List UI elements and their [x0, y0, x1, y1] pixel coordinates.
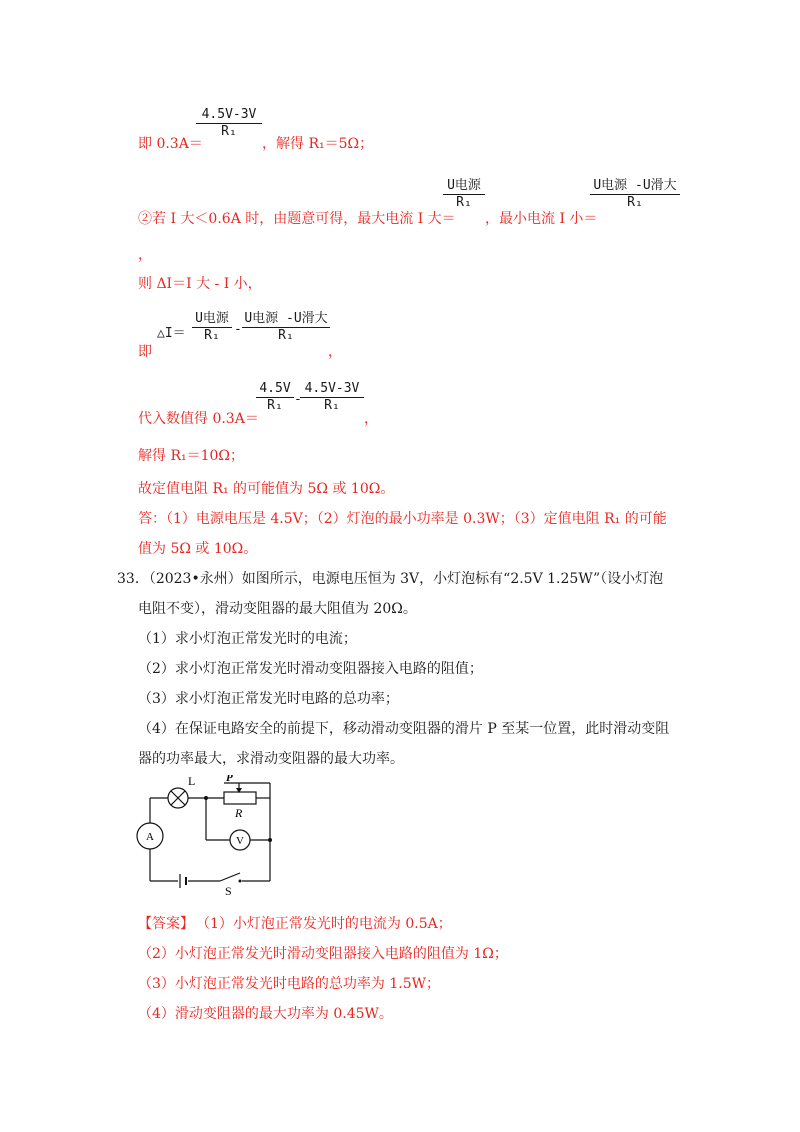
fraction-2	[443, 178, 485, 211]
conclusion-line: 故定值电阻 R₁ 的可能值为 5Ω 或 10Ω。	[138, 481, 395, 497]
solution-line-1-prefix: 即 0.3A＝	[138, 136, 203, 152]
fraction-7-denominator: R₁	[324, 398, 340, 413]
delta-line: 则 ΔI＝I 大 - I 小，	[138, 276, 262, 292]
fraction-1-denominator: R₁	[221, 124, 237, 139]
slider-label: P	[226, 775, 233, 784]
question-33-line-2: 电阻不变），滑动变阻器的最大阻值为 20Ω。	[138, 601, 417, 617]
switch-label: S	[225, 884, 232, 895]
case-2-mid: ，最小电流 I 小＝	[485, 211, 598, 227]
fraction-4-denominator: R₁	[204, 328, 220, 343]
answer-1: （1）小灯泡正常发光时的电流为 0.5A；	[196, 916, 452, 932]
answer-3: （3）小灯泡正常发光时电路的总功率为 1.5W；	[138, 976, 441, 992]
question-33-line-1: 33．（2023•永州）如图所示，电源电压恒为 3V，小灯泡标有“2.5V 1.25W”（设小灯泡	[117, 571, 664, 587]
fraction-5	[242, 311, 330, 344]
end-comma: ，	[328, 344, 342, 360]
question-33-part-4b: 器的功率最大，求滑动变阻器的最大功率。	[138, 751, 404, 767]
case-2-text: ②若 I 大＜0.6A 时，由题意可得，最大电流 I 大＝	[138, 211, 456, 227]
fraction-5-denominator: R₁	[278, 328, 294, 343]
solve-line: 解得 R₁＝10Ω；	[138, 448, 245, 464]
fraction-3-denominator: R₁	[627, 195, 643, 210]
voltmeter-label: V	[236, 835, 244, 847]
question-33-part-2: （2）求小灯泡正常发光时滑动变阻器接入电路的阻值；	[138, 661, 483, 677]
fraction-6-denominator: R₁	[267, 398, 283, 413]
resistor-label: R	[235, 806, 243, 820]
circuit-diagram	[130, 775, 290, 895]
lamp-label: L	[188, 775, 196, 788]
answer-line-1: 答：（1）电源电压是 4.5V；（2）灯泡的最小功率是 0.3W；（3）定值电阻 R₁ 的可能	[138, 511, 667, 527]
question-33-part-3: （3）求小灯泡正常发光时电路的总功率；	[138, 691, 399, 707]
fraction-6	[256, 381, 294, 414]
question-33-part-1: （1）求小灯泡正常发光时的电流；	[138, 631, 357, 647]
fraction-3	[590, 178, 680, 211]
ji-label: 即	[138, 344, 152, 360]
minus-sign: -	[234, 322, 242, 337]
fraction-2-numerator: U电源	[447, 178, 481, 193]
ammeter-label: A	[146, 831, 154, 843]
fraction-1-numerator: 4.5V-3V	[201, 107, 257, 122]
fraction-4-numerator: U电源	[195, 311, 229, 326]
fraction-3-numerator: U电源 -U滑大	[593, 178, 677, 193]
answer-line-2: 值为 5Ω 或 10Ω。	[138, 541, 258, 557]
answer-tag: 【答案】	[138, 916, 194, 932]
fraction-7-numerator: 4.5V-3V	[304, 381, 360, 396]
fraction-2-denominator: R₁	[456, 195, 472, 210]
solution-line-1-suffix: ，解得 R₁＝5Ω；	[262, 136, 374, 152]
question-33-part-4a: （4）在保证电路安全的前提下，移动滑动变阻器的滑片 P 至某一位置，此时滑动变阻	[138, 721, 670, 737]
comma-line: ，	[138, 247, 152, 263]
end-comma-2: ，	[364, 411, 378, 427]
answer-4: （4）滑动变阻器的最大功率为 0.45W。	[138, 1006, 393, 1022]
substitution-prefix: 代入数值得 0.3A＝	[138, 411, 259, 427]
fraction-4	[192, 311, 232, 344]
answer-2: （2）小灯泡正常发光时滑动变阻器接入电路的阻值为 1Ω；	[138, 946, 508, 962]
fraction-1	[196, 107, 262, 140]
fraction-5-numerator: U电源 -U滑大	[244, 311, 328, 326]
fraction-7	[300, 381, 364, 414]
delta-lhs: △I＝	[157, 326, 186, 341]
fraction-6-numerator: 4.5V	[259, 381, 291, 396]
minus-sign-2: -	[294, 392, 302, 407]
